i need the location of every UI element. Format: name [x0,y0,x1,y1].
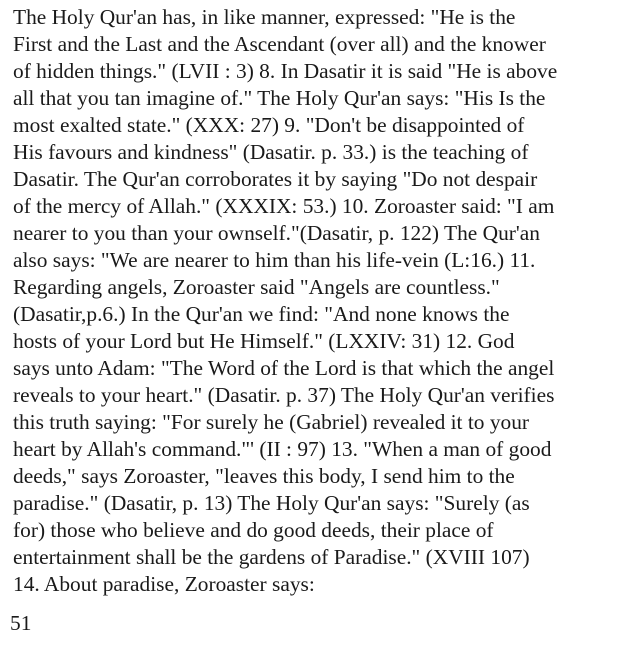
text-line: of hidden things." (LVII : 3) 8. In Dasatir it is said "He is above [13,59,558,83]
text-line: Dasatir. The Qur'an corroborates it by saying "Do not despair [13,167,538,191]
body-text [13,4,638,598]
text-line: for) those who believe and do good deeds, their place of [13,518,494,542]
text-line: entertainment shall be the gardens of Paradise." (XVIII 107) [13,545,530,569]
text-line: His favours and kindness" (Dasatir. p. 33.) is the teaching of [13,140,529,164]
text-line: nearer to you than your ownself."(Dasatir, p. 122) The Qur'an [13,221,540,245]
text-line: hosts of your Lord but He Himself." (LXXIV: 31) 12. God [13,329,515,353]
page-number: 51 [10,611,32,635]
text-line: all that you tan imagine of." The Holy Qur'an says: "His Is the [13,86,546,110]
text-line: reveals to your heart." (Dasatir. p. 37) The Holy Qur'an verifies [13,383,555,407]
text-line: First and the Last and the Ascendant (over all) and the knower [13,32,546,56]
text-line: heart by Allah's command."' (II : 97) 13. "When a man of good [13,437,552,461]
text-line: also says: "We are nearer to him than his life-vein (L:16.) 11. [13,248,536,272]
text-line: 14. About paradise, Zoroaster says: [13,572,315,596]
text-line: of the mercy of Allah." (XXXIX: 53.) 10. Zoroaster said: "I am [13,194,555,218]
text-line: paradise." (Dasatir, p. 13) The Holy Qur'an says: "Surely (as [13,491,530,515]
text-line: (Dasatir,p.6.) In the Qur'an we find: "And none knows the [13,302,510,326]
text-line: Regarding angels, Zoroaster said "Angels are countless." [13,275,500,299]
text-line: this truth saying: "For surely he (Gabriel) revealed it to your [13,410,530,434]
text-line: deeds," says Zoroaster, "leaves this body, I send him to the [13,464,515,488]
text-line: says unto Adam: "The Word of the Lord is that which the angel [13,356,555,380]
text-line: The Holy Qur'an has, in like manner, expressed: "He is the [13,5,516,29]
text-line: most exalted state." (XXX: 27) 9. "Don't be disappointed of [13,113,525,137]
